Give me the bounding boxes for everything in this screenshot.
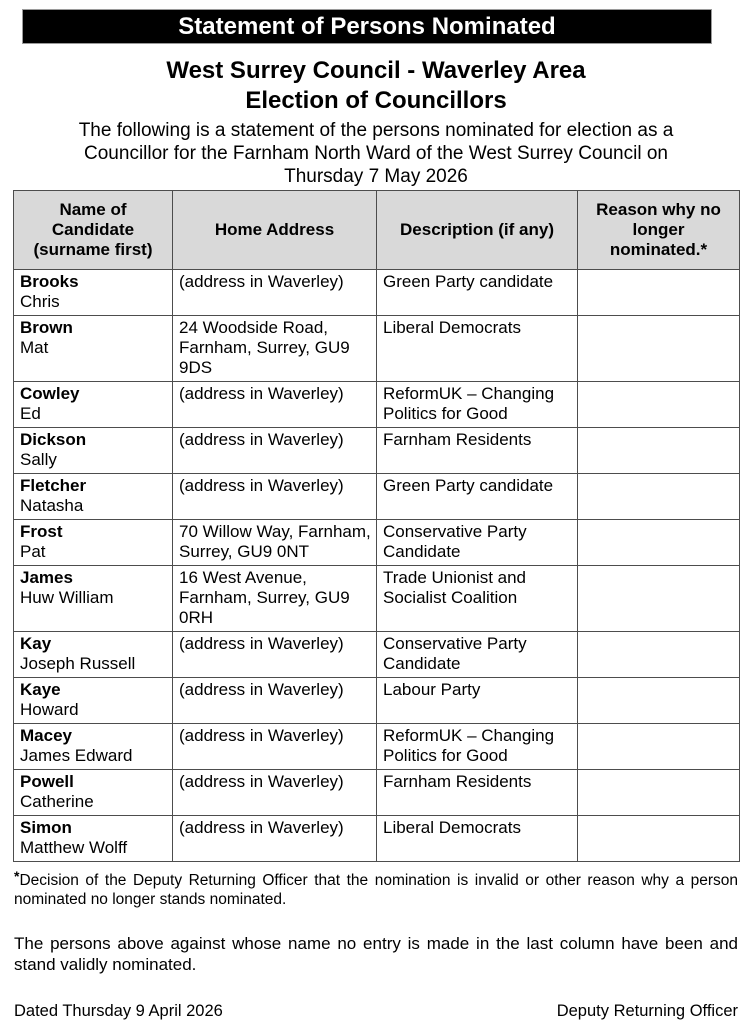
nominations-table-head: [14, 191, 740, 270]
footnote-text: Decision of the Deputy Returning Officer that the nomination is invalid or other reason why a person nominated no longer stands nominated.: [14, 872, 738, 908]
statement-of-persons-nominated-page: [0, 10, 752, 1020]
candidate-surname: Powell: [20, 772, 74, 791]
description-cell: Conservative Party Candidate: [377, 632, 578, 678]
column-header-name-of-candidate: Name of Candidate (surname first): [14, 191, 173, 270]
candidate-given-name: Joseph Russell: [20, 654, 136, 673]
candidate-surname: Brown: [20, 318, 73, 337]
page-title: [0, 56, 752, 116]
description-cell: Labour Party: [377, 678, 578, 724]
column-header-description: Description (if any): [377, 191, 578, 270]
candidates-tbody: [14, 270, 740, 862]
validity-statement: The persons above against whose name no entry is made in the last column have been and stand validly nominated.: [14, 934, 738, 974]
candidate-row: [14, 770, 740, 816]
reason-cell: [578, 816, 740, 862]
candidate-surname: Kaye: [20, 680, 61, 699]
page-banner: [23, 10, 711, 43]
candidate-row: [14, 316, 740, 382]
reason-cell: [578, 678, 740, 724]
candidate-given-name: Matthew Wolff: [20, 838, 128, 857]
intro-paragraph: The following is a statement of the persons nominated for election as a Councillor for the Farnham North Ward of the West Surrey Council on Thursday 7 May 2026: [78, 120, 674, 187]
column-header-reason: Reason why no longer nominated.*: [578, 191, 740, 270]
reason-cell: [578, 270, 740, 316]
nominations-table: [13, 190, 740, 862]
home-address-cell: (address in Waverley): [173, 632, 377, 678]
election-title: Election of Councillors: [245, 87, 507, 114]
candidate-surname: Macey: [20, 726, 72, 745]
candidate-given-name: Huw William: [20, 588, 114, 607]
candidate-name-cell: [14, 816, 173, 862]
candidate-row: [14, 270, 740, 316]
home-address-cell: (address in Waverley): [173, 474, 377, 520]
description-cell: Conservative Party Candidate: [377, 520, 578, 566]
candidate-row: [14, 678, 740, 724]
candidate-row: [14, 816, 740, 862]
home-address-cell: (address in Waverley): [173, 270, 377, 316]
candidate-name-cell: [14, 520, 173, 566]
reason-cell: [578, 770, 740, 816]
candidate-row: [14, 474, 740, 520]
header-row: [14, 191, 740, 270]
description-cell: ReformUK – Changing Politics for Good: [377, 724, 578, 770]
dated-label: Dated Thursday 9 April 2026: [14, 1002, 223, 1020]
reason-cell: [578, 520, 740, 566]
candidate-given-name: Natasha: [20, 496, 84, 515]
home-address-cell: 70 Willow Way, Farnham, Surrey, GU9 0NT: [173, 520, 377, 566]
candidate-surname: Cowley: [20, 384, 80, 403]
candidate-surname: Fletcher: [20, 476, 87, 495]
candidate-name-cell: [14, 474, 173, 520]
candidate-given-name: Chris: [20, 292, 60, 311]
candidate-given-name: James Edward: [20, 746, 133, 765]
candidate-name-cell: [14, 428, 173, 474]
candidate-given-name: Howard: [20, 700, 79, 719]
home-address-cell: (address in Waverley): [173, 816, 377, 862]
description-cell: Green Party candidate: [377, 270, 578, 316]
council-area-title: West Surrey Council - Waverley Area: [166, 57, 586, 84]
candidate-name-cell: [14, 566, 173, 632]
home-address-cell: (address in Waverley): [173, 724, 377, 770]
description-cell: Liberal Democrats: [377, 316, 578, 382]
footer: [14, 1002, 738, 1021]
candidate-given-name: Ed: [20, 404, 41, 423]
candidate-row: [14, 566, 740, 632]
banner-title: Statement of Persons Nominated: [178, 13, 556, 40]
reason-cell: [578, 382, 740, 428]
reason-cell: [578, 632, 740, 678]
home-address-cell: (address in Waverley): [173, 428, 377, 474]
description-cell: Trade Unionist and Socialist Coalition: [377, 566, 578, 632]
reason-cell: [578, 566, 740, 632]
footnote: [14, 867, 738, 909]
candidate-surname: James: [20, 568, 73, 587]
candidate-given-name: Mat: [20, 338, 49, 357]
reason-cell: [578, 474, 740, 520]
candidate-given-name: Pat: [20, 542, 46, 561]
candidate-surname: Frost: [20, 522, 63, 541]
candidate-name-cell: [14, 632, 173, 678]
description-cell: ReformUK – Changing Politics for Good: [377, 382, 578, 428]
candidate-surname: Dickson: [20, 430, 87, 449]
candidate-name-cell: [14, 724, 173, 770]
candidate-name-cell: [14, 382, 173, 428]
home-address-cell: (address in Waverley): [173, 770, 377, 816]
candidate-row: [14, 724, 740, 770]
reason-cell: [578, 428, 740, 474]
candidate-name-cell: [14, 316, 173, 382]
footnote-asterisk: *: [14, 868, 20, 884]
home-address-cell: (address in Waverley): [173, 382, 377, 428]
candidate-given-name: Catherine: [20, 792, 94, 811]
candidate-row: [14, 520, 740, 566]
candidate-name-cell: [14, 270, 173, 316]
description-cell: Green Party candidate: [377, 474, 578, 520]
column-header-home-address: Home Address: [173, 191, 377, 270]
reason-cell: [578, 316, 740, 382]
candidate-given-name: Sally: [20, 450, 57, 469]
home-address-cell: 24 Woodside Road, Farnham, Surrey, GU9 9DS: [173, 316, 377, 382]
candidate-name-cell: [14, 770, 173, 816]
description-cell: Farnham Residents: [377, 770, 578, 816]
reason-cell: [578, 724, 740, 770]
home-address-cell: (address in Waverley): [173, 678, 377, 724]
candidate-surname: Kay: [20, 634, 52, 653]
candidate-row: [14, 632, 740, 678]
home-address-cell: 16 West Avenue, Farnham, Surrey, GU9 0RH: [173, 566, 377, 632]
candidate-surname: Brooks: [20, 272, 79, 291]
description-cell: Farnham Residents: [377, 428, 578, 474]
description-cell: Liberal Democrats: [377, 816, 578, 862]
candidate-row: [14, 428, 740, 474]
returning-officer-label: Deputy Returning Officer: [556, 1002, 738, 1020]
candidate-surname: Simon: [20, 818, 72, 837]
candidate-row: [14, 382, 740, 428]
candidate-name-cell: [14, 678, 173, 724]
